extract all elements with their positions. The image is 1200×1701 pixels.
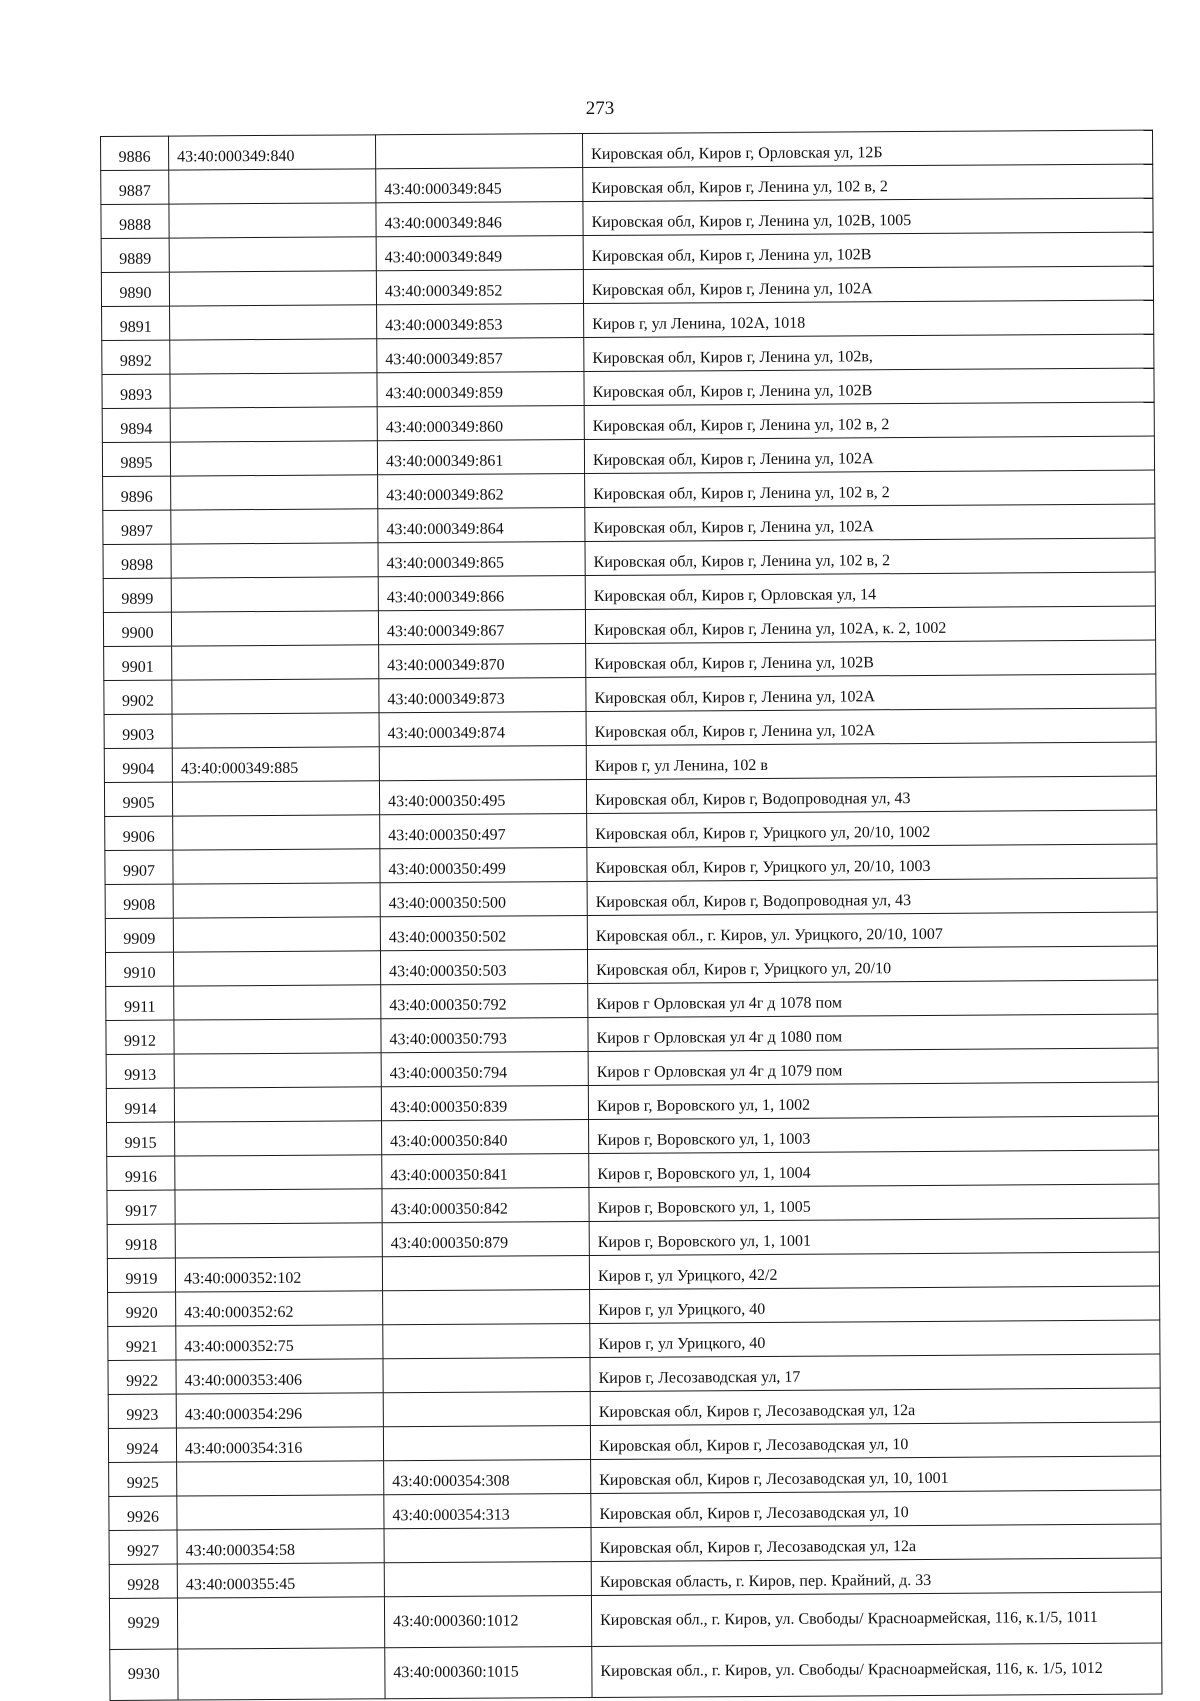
row-number-cell: 9912 (106, 1020, 174, 1054)
registry-table-body (101, 130, 1163, 1700)
object-cadastral-number-cell: 43:40:000349:845 (376, 168, 583, 203)
object-cadastral-number-cell: 43:40:000350:503 (380, 950, 587, 985)
page-number: 273 (585, 98, 615, 119)
row-number-cell: 9920 (108, 1292, 176, 1326)
row-number-cell: 9921 (108, 1326, 176, 1360)
row-number-cell: 9896 (103, 476, 171, 510)
cadastral-number-cell: 43:40:000355:45 (177, 1563, 384, 1598)
object-cadastral-number-cell (383, 1392, 590, 1427)
cadastral-number-cell (170, 441, 377, 476)
object-cadastral-number-cell: 43:40:000360:1015 (385, 1647, 592, 1699)
address-cell: Киров г, Воровского ул, 1, 1001 (589, 1218, 1159, 1255)
address-cell: Кировская обл, Киров г, Водопроводная ул, 43 (586, 776, 1156, 813)
address-cell: Кировская обл, Киров г, Лесозаводская ул, 12а (590, 1388, 1160, 1425)
row-number-cell: 9915 (107, 1122, 175, 1156)
cadastral-number-cell (171, 475, 378, 510)
table-row (110, 1643, 1162, 1700)
address-cell: Кировская обл, Киров г, Ленина ул, 102А (586, 708, 1156, 745)
row-number-cell: 9894 (102, 408, 170, 442)
row-number-cell: 9913 (106, 1054, 174, 1088)
object-cadastral-number-cell: 43:40:000350:840 (382, 1120, 589, 1155)
object-cadastral-number-cell (383, 1426, 590, 1461)
row-number-cell: 9907 (105, 850, 173, 884)
address-cell: Кировская обл, Киров г, Ленина ул, 102 в, 2 (583, 164, 1153, 201)
cadastral-number-cell (170, 339, 377, 374)
object-cadastral-number-cell: 43:40:000350:793 (381, 1018, 588, 1053)
object-cadastral-number-cell: 43:40:000349:846 (376, 202, 583, 237)
row-number-cell: 9903 (104, 714, 172, 748)
row-number-cell: 9901 (104, 646, 172, 680)
row-number-cell: 9904 (104, 748, 172, 782)
row-number-cell: 9910 (105, 952, 173, 986)
cadastral-number-cell (170, 407, 377, 442)
cadastral-number-cell: 43:40:000349:840 (169, 135, 376, 170)
object-cadastral-number-cell: 43:40:000349:849 (376, 236, 583, 271)
cadastral-number-cell (173, 917, 380, 952)
address-cell: Кировская обл, Киров г, Ленина ул, 102В (583, 232, 1153, 269)
address-cell: Киров г Орловская ул 4г д 1080 пом (588, 1014, 1158, 1051)
cadastral-number-cell (175, 1121, 382, 1156)
object-cadastral-number-cell: 43:40:000349:857 (377, 338, 584, 373)
object-cadastral-number-cell: 43:40:000350:497 (380, 814, 587, 849)
object-cadastral-number-cell: 43:40:000350:879 (382, 1222, 589, 1257)
address-cell: Кировская обл, Киров г, Ленина ул, 102А (585, 504, 1155, 541)
object-cadastral-number-cell: 43:40:000349:864 (378, 508, 585, 543)
object-cadastral-number-cell: 43:40:000350:500 (380, 882, 587, 917)
address-cell: Киров г, Воровского ул, 1, 1002 (588, 1082, 1158, 1119)
cadastral-number-cell (174, 1087, 381, 1122)
object-cadastral-number-cell: 43:40:000349:862 (378, 474, 585, 509)
address-cell: Кировская обл, Киров г, Ленина ул, 102в, (584, 334, 1154, 371)
object-cadastral-number-cell: 43:40:000360:1012 (384, 1596, 591, 1648)
cadastral-number-cell (171, 611, 378, 646)
address-cell: Кировская обл, Киров г, Ленина ул, 102А (584, 436, 1154, 473)
address-cell: Кировская обл., г. Киров, ул. Свободы/ Красноармейская, 116, к. 1/5, 1012 (592, 1643, 1162, 1697)
cadastral-number-cell (171, 543, 378, 578)
address-cell: Кировская обл, Киров г, Лесозаводская ул, 10 (590, 1422, 1160, 1459)
row-number-cell: 9889 (101, 238, 169, 272)
address-cell: Кировская обл., г. Киров, ул. Свободы/ Красноармейская, 116, к.1/5, 1011 (591, 1592, 1161, 1646)
row-number-cell: 9929 (109, 1598, 177, 1649)
address-cell: Киров г, Воровского ул, 1, 1005 (589, 1184, 1159, 1221)
object-cadastral-number-cell: 43:40:000349:853 (377, 304, 584, 339)
cadastral-number-cell (171, 509, 378, 544)
cadastral-number-cell (172, 679, 379, 714)
object-cadastral-number-cell: 43:40:000349:866 (378, 576, 585, 611)
row-number-cell: 9887 (101, 170, 169, 204)
cadastral-number-cell (173, 849, 380, 884)
row-number-cell: 9919 (107, 1258, 175, 1292)
cadastral-number-cell: 43:40:000352:62 (176, 1291, 383, 1326)
address-cell: Кировская обл, Киров г, Лесозаводская ул, 12а (591, 1524, 1161, 1561)
cadastral-number-cell (174, 985, 381, 1020)
cadastral-number-cell (169, 203, 376, 238)
row-number-cell: 9918 (107, 1224, 175, 1258)
cadastral-number-cell (177, 1597, 384, 1649)
row-number-cell: 9895 (102, 442, 170, 476)
cadastral-number-cell (177, 1495, 384, 1530)
row-number-cell: 9927 (109, 1530, 177, 1564)
row-number-cell: 9908 (105, 884, 173, 918)
address-cell: Киров г, ул Урицкого, 40 (590, 1286, 1160, 1323)
row-number-cell: 9922 (108, 1360, 176, 1394)
row-number-cell: 9917 (107, 1190, 175, 1224)
row-number-cell: 9905 (104, 782, 172, 816)
object-cadastral-number-cell: 43:40:000349:867 (378, 610, 585, 645)
object-cadastral-number-cell: 43:40:000350:499 (380, 848, 587, 883)
cadastral-number-cell (174, 1053, 381, 1088)
row-number-cell: 9930 (110, 1649, 178, 1700)
object-cadastral-number-cell: 43:40:000349:874 (379, 712, 586, 747)
cadastral-number-cell (172, 781, 379, 816)
cadastral-number-cell (178, 1648, 385, 1700)
address-cell: Кировская обл, Киров г, Лесозаводская ул, 10, 1001 (591, 1456, 1161, 1493)
object-cadastral-number-cell: 43:40:000350:839 (381, 1086, 588, 1121)
row-number-cell: 9923 (108, 1394, 176, 1428)
cadastral-number-cell: 43:40:000354:316 (176, 1427, 383, 1462)
object-cadastral-number-cell: 43:40:000349:861 (377, 440, 584, 475)
row-number-cell: 9924 (108, 1428, 176, 1462)
cadastral-number-cell: 43:40:000353:406 (176, 1359, 383, 1394)
row-number-cell: 9902 (104, 680, 172, 714)
object-cadastral-number-cell: 43:40:000350:502 (380, 916, 587, 951)
object-cadastral-number-cell: 43:40:000349:860 (377, 406, 584, 441)
row-number-cell: 9890 (101, 272, 169, 306)
cadastral-number-cell (175, 1189, 382, 1224)
cadastral-number-cell (175, 1223, 382, 1258)
object-cadastral-number-cell (384, 1562, 591, 1597)
address-cell: Кировская обл, Киров г, Ленина ул, 102В (584, 368, 1154, 405)
row-number-cell: 9897 (103, 510, 171, 544)
cadastral-number-cell (169, 271, 376, 306)
row-number-cell: 9906 (105, 816, 173, 850)
address-cell: Кировская обл., г. Киров, ул. Урицкого, 20/10, 1007 (587, 912, 1157, 949)
address-cell: Киров г, ул Урицкого, 42/2 (589, 1252, 1159, 1289)
row-number-cell: 9886 (101, 136, 169, 170)
address-cell: Кировская обл, Киров г, Ленина ул, 102В (586, 640, 1156, 677)
object-cadastral-number-cell (375, 134, 582, 169)
cadastral-number-cell (169, 237, 376, 272)
registry-table-sheet (100, 130, 1162, 1701)
row-number-cell: 9925 (109, 1462, 177, 1496)
row-number-cell: 9914 (106, 1088, 174, 1122)
object-cadastral-number-cell (383, 1358, 590, 1393)
row-number-cell: 9891 (102, 306, 170, 340)
row-number-cell: 9899 (103, 578, 171, 612)
object-cadastral-number-cell (383, 1324, 590, 1359)
object-cadastral-number-cell: 43:40:000349:865 (378, 542, 585, 577)
address-cell: Кировская обл, Киров г, Урицкого ул, 20/10 (587, 946, 1157, 983)
object-cadastral-number-cell: 43:40:000350:794 (381, 1052, 588, 1087)
cadastral-number-cell (169, 169, 376, 204)
object-cadastral-number-cell (384, 1528, 591, 1563)
cadastral-number-cell (171, 577, 378, 612)
address-cell: Кировская обл, Киров г, Орловская ул, 14 (585, 572, 1155, 609)
cadastral-number-cell: 43:40:000349:885 (172, 747, 379, 782)
address-cell: Кировская обл, Киров г, Ленина ул, 102 в, 2 (585, 470, 1155, 507)
row-number-cell: 9888 (101, 204, 169, 238)
address-cell: Киров г Орловская ул 4г д 1078 пом (588, 980, 1158, 1017)
row-number-cell: 9928 (109, 1564, 177, 1598)
object-cadastral-number-cell: 43:40:000349:859 (377, 372, 584, 407)
cadastral-number-cell (173, 815, 380, 850)
object-cadastral-number-cell: 43:40:000349:873 (379, 678, 586, 713)
object-cadastral-number-cell: 43:40:000350:495 (379, 780, 586, 815)
cadastral-number-cell: 43:40:000352:102 (175, 1257, 382, 1292)
object-cadastral-number-cell (383, 1290, 590, 1325)
address-cell: Кировская обл, Киров г, Орловская ул, 12Б (582, 130, 1152, 167)
address-cell: Кировская обл, Киров г, Водопроводная ул, 43 (587, 878, 1157, 915)
cadastral-number-cell (170, 373, 377, 408)
object-cadastral-number-cell: 43:40:000350:842 (382, 1188, 589, 1223)
object-cadastral-number-cell: 43:40:000350:841 (382, 1154, 589, 1189)
object-cadastral-number-cell: 43:40:000354:308 (384, 1460, 591, 1495)
address-cell: Кировская обл, Киров г, Ленина ул, 102 в, 2 (585, 538, 1155, 575)
address-cell: Киров г, Воровского ул, 1, 1004 (589, 1150, 1159, 1187)
address-cell: Кировская обл, Киров г, Ленина ул, 102 в, 2 (584, 402, 1154, 439)
row-number-cell: 9893 (102, 374, 170, 408)
row-number-cell: 9916 (107, 1156, 175, 1190)
address-cell: Кировская обл, Киров г, Ленина ул, 102В, 1005 (583, 198, 1153, 235)
address-cell: Кировская обл, Киров г, Ленина ул, 102А, к. 2, 1002 (585, 606, 1155, 643)
object-cadastral-number-cell: 43:40:000350:792 (381, 984, 588, 1019)
address-cell: Кировская обл, Киров г, Лесозаводская ул, 10 (591, 1490, 1161, 1527)
address-cell: Киров г, ул Ленина, 102 в (586, 742, 1156, 779)
registry-table (100, 130, 1163, 1701)
cadastral-number-cell: 43:40:000354:58 (177, 1529, 384, 1564)
cadastral-number-cell (174, 1019, 381, 1054)
address-cell: Кировская обл, Киров г, Ленина ул, 102А (583, 266, 1153, 303)
address-cell: Киров г Орловская ул 4г д 1079 пом (588, 1048, 1158, 1085)
cadastral-number-cell (177, 1461, 384, 1496)
table-row (109, 1592, 1161, 1649)
object-cadastral-number-cell: 43:40:000349:870 (379, 644, 586, 679)
address-cell: Киров г, Воровского ул, 1, 1003 (589, 1116, 1159, 1153)
cadastral-number-cell (172, 645, 379, 680)
address-cell: Кировская обл, Киров г, Урицкого ул, 20/10, 1003 (587, 844, 1157, 881)
cadastral-number-cell (172, 713, 379, 748)
object-cadastral-number-cell: 43:40:000354:313 (384, 1494, 591, 1529)
address-cell: Киров г, ул Ленина, 102А, 1018 (584, 300, 1154, 337)
cadastral-number-cell (173, 883, 380, 918)
address-cell: Кировская область, г. Киров, пер. Крайний, д. 33 (591, 1558, 1161, 1595)
cadastral-number-cell (175, 1155, 382, 1190)
address-cell: Киров г, ул Урицкого, 40 (590, 1320, 1160, 1357)
row-number-cell: 9926 (109, 1496, 177, 1530)
cadastral-number-cell (173, 951, 380, 986)
row-number-cell: 9892 (102, 340, 170, 374)
object-cadastral-number-cell (379, 746, 586, 781)
object-cadastral-number-cell (382, 1256, 589, 1291)
row-number-cell: 9911 (106, 986, 174, 1020)
cadastral-number-cell: 43:40:000354:296 (176, 1393, 383, 1428)
address-cell: Кировская обл, Киров г, Урицкого ул, 20/10, 1002 (587, 810, 1157, 847)
cadastral-number-cell (170, 305, 377, 340)
row-number-cell: 9898 (103, 544, 171, 578)
address-cell: Кировская обл, Киров г, Ленина ул, 102А (586, 674, 1156, 711)
object-cadastral-number-cell: 43:40:000349:852 (376, 270, 583, 305)
row-number-cell: 9900 (103, 612, 171, 646)
address-cell: Киров г, Лесозаводская ул, 17 (590, 1354, 1160, 1391)
cadastral-number-cell: 43:40:000352:75 (176, 1325, 383, 1360)
row-number-cell: 9909 (105, 918, 173, 952)
